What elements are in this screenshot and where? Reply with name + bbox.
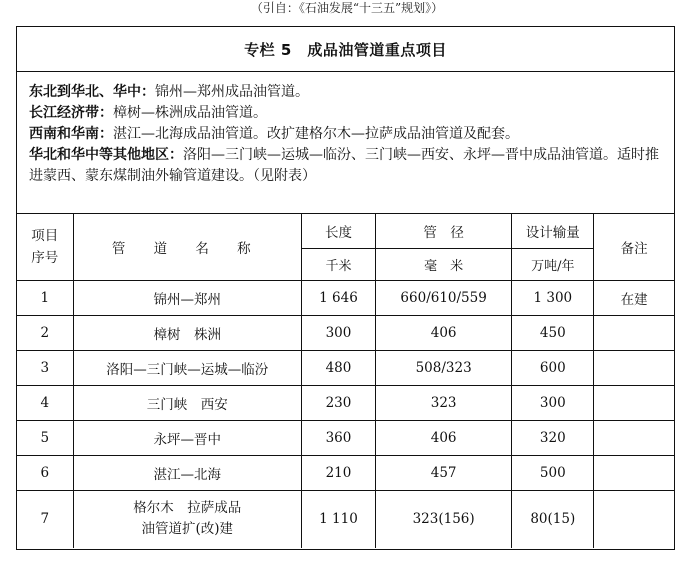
cell-name: 洛阳—三门峡—运城—临汾: [73, 350, 301, 385]
region-label: 华北和华中等其他地区：: [29, 147, 183, 163]
header-capacity: 设计输量: [512, 214, 594, 248]
cell-name: 三门峡 西安: [73, 385, 301, 420]
summary-item: [29, 124, 662, 145]
cell-diameter: 323(156): [376, 490, 512, 548]
header-diameter: 管 径: [376, 214, 512, 248]
summary-item: [29, 103, 662, 124]
cell-seq: 3: [17, 350, 73, 385]
region-label: 东北到华北、华中：: [29, 84, 155, 100]
region-label: 长江经济带：: [29, 105, 113, 121]
column-box: [16, 26, 675, 550]
table-row: [17, 315, 674, 350]
table-row: [17, 490, 674, 548]
pipeline-table: [17, 214, 674, 548]
cell-seq: 6: [17, 455, 73, 490]
cell-capacity: 320: [512, 420, 594, 455]
region-label: 西南和华南：: [29, 126, 113, 142]
region-text: 锦州—郑州成品油管道。: [155, 84, 309, 100]
cell-note: [594, 490, 674, 548]
summary-item: [29, 145, 662, 187]
unit-length: 千米: [301, 248, 375, 280]
source-citation: （引自：《石油发展“十三五”规划》）: [250, 1, 444, 15]
region-text: 洛阳—三门峡—运城—临汾、三门峡—西安、永坪—晋中成品油管道。适时推进蒙西、蒙东煤制油外输管道建设。（见附表）: [29, 147, 659, 184]
cell-length: 300: [301, 315, 375, 350]
region-text: 樟树—株洲成品油管道。: [113, 105, 267, 121]
cell-note: [594, 350, 674, 385]
cell-name: 樟树 株洲: [73, 315, 301, 350]
cell-capacity: 1 300: [512, 280, 594, 315]
cell-diameter: 406: [376, 420, 512, 455]
cell-seq: 4: [17, 385, 73, 420]
cell-length: 210: [301, 455, 375, 490]
unit-diameter: 毫 米: [376, 248, 512, 280]
header-seq: 项目序号: [17, 214, 73, 280]
region-text: 湛江—北海成品油管道。改扩建格尔木—拉萨成品油管道及配套。: [113, 126, 519, 142]
cell-length: 230: [301, 385, 375, 420]
cell-name: 湛江—北海: [73, 455, 301, 490]
cell-length: 360: [301, 420, 375, 455]
unit-capacity: 万吨/年: [512, 248, 594, 280]
cell-length: 1 110: [301, 490, 375, 548]
summary-item: [29, 82, 662, 103]
cell-name: [73, 490, 301, 548]
header-length: 长度: [301, 214, 375, 248]
cell-name: 永坪—晋中: [73, 420, 301, 455]
cell-name-line: 格尔木 拉萨成品: [133, 500, 242, 517]
summary-section: [17, 72, 674, 214]
cell-capacity: 500: [512, 455, 594, 490]
cell-seq: 2: [17, 315, 73, 350]
cell-note: [594, 385, 674, 420]
cell-length: 1 646: [301, 280, 375, 315]
table-row: [17, 385, 674, 420]
cell-length: 480: [301, 350, 375, 385]
table-row: [17, 455, 674, 490]
cell-capacity: 80(15): [512, 490, 594, 548]
cell-capacity: 450: [512, 315, 594, 350]
table-row: [17, 420, 674, 455]
table-header-row: [17, 214, 674, 248]
header-name: 管 道 名 称: [73, 214, 301, 280]
cell-name: 锦州—郑州: [73, 280, 301, 315]
cell-note: 在建: [594, 280, 674, 315]
cell-diameter: 323: [376, 385, 512, 420]
cell-note: [594, 455, 674, 490]
cell-capacity: 600: [512, 350, 594, 385]
cell-diameter: 508/323: [376, 350, 512, 385]
cell-capacity: 300: [512, 385, 594, 420]
cell-note: [594, 420, 674, 455]
box-title: 专栏 5 成品油管道重点项目: [17, 27, 674, 72]
cell-diameter: 660/610/559: [376, 280, 512, 315]
cell-name-line: 油管道扩(改)建: [141, 521, 234, 538]
cell-seq: 1: [17, 280, 73, 315]
cell-seq: 5: [17, 420, 73, 455]
cell-note: [594, 315, 674, 350]
cell-diameter: 457: [376, 455, 512, 490]
cell-seq: 7: [17, 490, 73, 548]
table-row: [17, 280, 674, 315]
table-row: [17, 350, 674, 385]
header-note: 备注: [594, 214, 674, 280]
cell-diameter: 406: [376, 315, 512, 350]
